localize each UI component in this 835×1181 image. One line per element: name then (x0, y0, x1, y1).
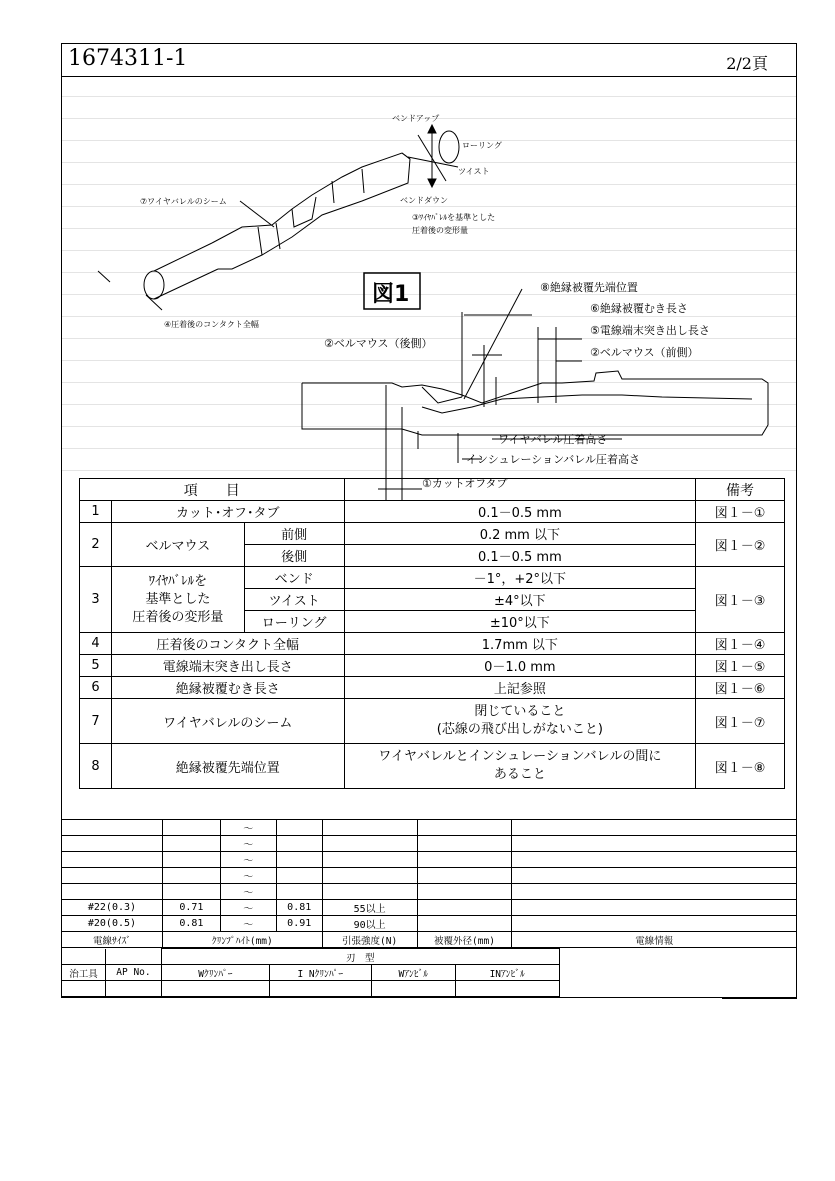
die-label: 刃 型 (161, 949, 559, 965)
row-number: 4 (80, 633, 112, 655)
insulation-od-label: 被覆外径(mm) (417, 932, 512, 948)
ap-no-label: AP No. (105, 965, 161, 981)
table-row (80, 744, 785, 789)
page-number: 2/2頁 (726, 54, 768, 73)
wire-size-label: 電線ｻｲｽﾞ (62, 932, 163, 948)
spec-table (79, 478, 785, 789)
row-subitem: ベンド (244, 567, 344, 589)
row-value: －1°，+2°以下 (344, 567, 695, 589)
row-item: ベルマウス (111, 523, 244, 567)
deform-note-1: ③ﾜｲﾔﾊﾞﾚﾙを基準とした (412, 213, 496, 222)
row-value: 0.2 mm 以下 (344, 523, 695, 545)
row-number: 8 (80, 744, 112, 789)
row-number: 1 (80, 501, 112, 523)
row-item (111, 567, 244, 633)
table-row (80, 501, 785, 523)
contact-3d-drawing (144, 153, 410, 299)
row-item: カット･オフ･タブ (111, 501, 344, 523)
rolling-label: ローリング (462, 141, 502, 150)
wire-protrude-label: ⑤電線端末突き出し長さ (590, 324, 710, 337)
bellmouth-front-label: ②ベルマウス（前側） (590, 346, 699, 359)
deform-note-2: 圧着後の変形量 (412, 226, 468, 235)
row-value: ±4°以下 (344, 589, 695, 611)
bend-down-label: ベンドダウン (400, 196, 448, 205)
row-number: 7 (80, 699, 112, 744)
contact-side-drawing (302, 371, 768, 435)
closing-rule (722, 998, 797, 999)
row-subitem: 前側 (244, 523, 344, 545)
row-note: 図１－③ (696, 567, 785, 633)
jig-label: 治工具 (62, 965, 106, 981)
tilde: ～ (220, 820, 276, 836)
row-value-line: ワイヤバレルとインシュレーションバレルの間に (378, 749, 662, 764)
tilde: ～ (220, 916, 276, 932)
crimp-height-max: 0.81 (276, 900, 322, 916)
row-note: 図１－⑥ (696, 677, 785, 699)
row-value: 0.1－0.5 mm (344, 545, 695, 567)
row-item-line: 圧着後の変形量 (132, 609, 224, 625)
header-item: 項 目 (80, 479, 345, 501)
tooling-labels (62, 965, 798, 981)
row-note: 図１－② (696, 523, 785, 567)
tooling-values (62, 981, 798, 997)
list-item (62, 868, 797, 884)
row-item-line: ﾜｲﾔﾊﾞﾚﾙを (148, 573, 208, 589)
wire-size: #22(0.3) (62, 900, 163, 916)
row-value (344, 744, 695, 789)
table-row (80, 699, 785, 744)
tensile: 90以上 (322, 916, 417, 932)
spec-row (62, 900, 797, 916)
twist-label: ツイスト (458, 167, 490, 176)
row-value: 上記参照 (344, 677, 695, 699)
tilde: ～ (220, 900, 276, 916)
row-note: 図１－⑧ (696, 744, 785, 789)
row-value: 0.1－0.5 mm (344, 501, 695, 523)
table-row (80, 677, 785, 699)
crimp-figure (62, 77, 796, 517)
wire-size: #20(0.5) (62, 916, 163, 932)
row-note: 図１－⑦ (696, 699, 785, 744)
row-item: 絶縁被覆むき長さ (111, 677, 344, 699)
row-number: 2 (80, 523, 112, 567)
crimp-height-max: 0.91 (276, 916, 322, 932)
table-row (80, 523, 785, 545)
list-item (62, 884, 797, 900)
spec-row (62, 916, 797, 932)
list-item (62, 836, 797, 852)
tooling-header (62, 949, 798, 965)
cutoff-tab-label: ①カットオフタブ (422, 477, 508, 490)
crimp-height-label: ｸﾘﾝﾌﾟﾊｲﾄ(mm) (162, 932, 322, 948)
list-item (62, 820, 797, 836)
tilde: ～ (220, 868, 276, 884)
w-anvil-label: Wｱﾝﾋﾞﾙ (371, 965, 455, 981)
ins-crimp-height-label: インシュレーションバレル圧着高さ (466, 453, 641, 466)
header-note: 備考 (696, 479, 785, 501)
row-number: 6 (80, 677, 112, 699)
row-item: 絶縁被覆先端位置 (111, 744, 344, 789)
row-number: 5 (80, 655, 112, 677)
tensile-label: 引張強度(N) (322, 932, 417, 948)
row-value (344, 699, 695, 744)
document-header (62, 44, 796, 77)
table-row (80, 567, 785, 589)
table-row (80, 633, 785, 655)
row-subitem: 後側 (244, 545, 344, 567)
row-value: ±10°以下 (344, 611, 695, 633)
tilde: ～ (220, 836, 276, 852)
tooling-table (61, 948, 797, 997)
contact-width-label: ④圧着後のコンタクト全幅 (164, 320, 259, 329)
seam-label: ⑦ワイヤバレルのシーム (140, 197, 227, 206)
row-item: 電線端末突き出し長さ (111, 655, 344, 677)
row-value-line: あること (493, 767, 546, 782)
strip-length-label: ⑥絶縁被覆むき長さ (590, 302, 688, 315)
figure-title: 図1 (372, 282, 410, 307)
crimp-spec-table (61, 819, 797, 948)
crimp-height-min: 0.71 (162, 900, 220, 916)
table-header-row (80, 479, 785, 501)
ins-tip-position-label: ⑧絶縁被覆先端位置 (540, 281, 638, 294)
document-number: 1674311-1 (68, 46, 188, 71)
in-crimper-label: I Nｸﾘﾝﾊﾟｰ (269, 965, 371, 981)
tilde: ～ (220, 884, 276, 900)
row-item-line: 基準とした (145, 591, 211, 607)
row-value: 1.7mm 以下 (344, 633, 695, 655)
row-subitem: ローリング (244, 611, 344, 633)
row-item: 圧着後のコンタクト全幅 (111, 633, 344, 655)
list-item (62, 852, 797, 868)
header-value (344, 479, 695, 501)
row-number: 3 (80, 567, 112, 633)
row-note: 図１－④ (696, 633, 785, 655)
table-row (80, 655, 785, 677)
row-value: 0－1.0 mm (344, 655, 695, 677)
tensile: 55以上 (322, 900, 417, 916)
bend-up-label: ベンドアップ (392, 114, 440, 123)
row-note: 図１－① (696, 501, 785, 523)
wire-crimp-height-label: ワイヤバレル圧着高さ (498, 433, 608, 446)
row-value-line: 閉じていること (474, 704, 566, 719)
crimp-height-min: 0.81 (162, 916, 220, 932)
tilde: ～ (220, 852, 276, 868)
row-note: 図１－⑤ (696, 655, 785, 677)
bellmouth-rear-label: ②ベルマウス（後側） (324, 337, 433, 350)
w-crimper-label: Wｸﾘﾝﾊﾟｰ (161, 965, 269, 981)
row-value-line: (芯線の飛び出しがないこと) (436, 722, 603, 737)
wire-info-label: 電線情報 (512, 932, 797, 948)
label-row (62, 932, 797, 948)
in-anvil-label: INｱﾝﾋﾞﾙ (455, 965, 559, 981)
row-item: ワイヤバレルのシーム (111, 699, 344, 744)
row-subitem: ツイスト (244, 589, 344, 611)
